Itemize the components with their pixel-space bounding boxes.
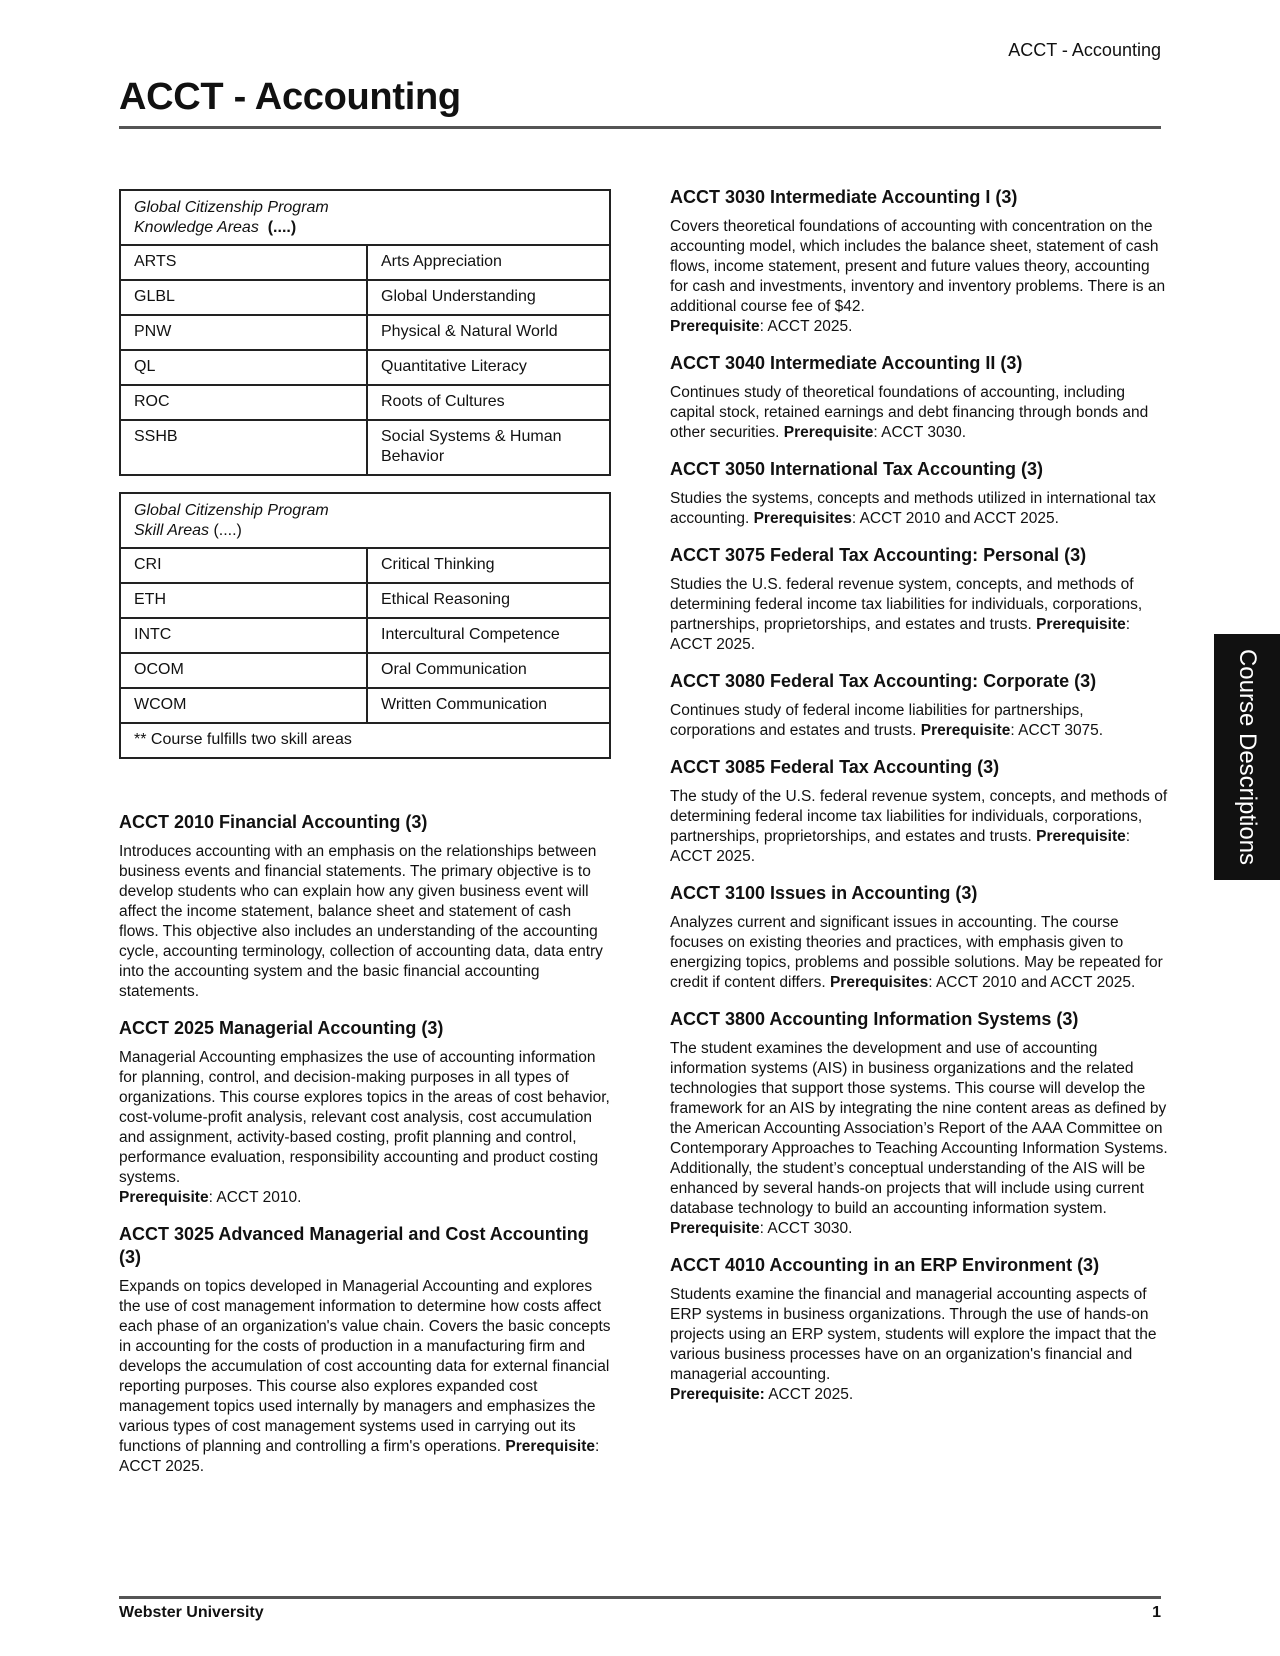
prerequisite-value: : ACCT 3075. (1010, 722, 1104, 739)
course-description (670, 217, 1170, 337)
course-entry (670, 544, 1170, 655)
course-description (119, 1048, 611, 1208)
table-row (120, 385, 610, 420)
skill-areas-note: ** Course fulfills two skill areas (120, 723, 610, 758)
course-title: ACCT 2025 Managerial Accounting (3) (119, 1018, 444, 1038)
knowledge-header-line1: Global Citizenship Program (134, 199, 329, 216)
area-name: Roots of Cultures (367, 385, 610, 420)
course-title: ACCT 3050 International Tax Accounting (3) (670, 459, 1044, 479)
course-description-text: Analyzes current and significant issues in accounting. The course focuses on existing theories and practices, with emphasis given to energizing topics, problems and possible solutions. May be repeated for credit if content differs. (670, 914, 1163, 991)
course-description (670, 383, 1170, 443)
table-row (120, 420, 610, 475)
course-entry (670, 1254, 1170, 1405)
course-description (670, 489, 1170, 529)
course-title: ACCT 4010 Accounting in an ERP Environment (3) (670, 1255, 1100, 1275)
title-divider (119, 126, 1161, 129)
course-title: ACCT 3025 Advanced Managerial and Cost Accounting (3) (119, 1224, 589, 1267)
footer-institution: Webster University (119, 1604, 264, 1621)
course-description (670, 1039, 1170, 1239)
prerequisite-value: : ACCT 2025. (119, 1438, 600, 1475)
prerequisite-label: Prerequisite (505, 1438, 595, 1455)
prerequisite-label: Prerequisite (670, 1220, 760, 1237)
course-entry (119, 811, 611, 1002)
course-entry (670, 1008, 1170, 1239)
area-name: Quantitative Literacy (367, 350, 610, 385)
course-title: ACCT 3100 Issues in Accounting (3) (670, 883, 978, 903)
course-entry (670, 882, 1170, 993)
course-description (670, 787, 1170, 867)
course-entry (119, 1223, 611, 1477)
table-row (120, 315, 610, 350)
prerequisite-value: : ACCT 2025. (670, 828, 1131, 865)
course-description-text: The study of the U.S. federal revenue system, concepts, and methods of determining federal income tax liabilities for individuals, corporations, partnerships, proprietorships, and estates and trusts. (670, 788, 1168, 845)
skill-code: ETH (120, 583, 367, 618)
knowledge-header-paren: (....) (267, 219, 297, 236)
knowledge-areas-table (119, 189, 611, 476)
course-description-text: Introduces accounting with an emphasis on the relationships between business events and financial statements. The primary objective is to develop students who can explain how any given business event will affect the income statement, balance sheet and statement of cash flows. This objective also includes an understanding of the accounting cycle, accounting terminology, collection of accounting data, data entry into the accounting system and the basic financial accounting statements. (119, 843, 603, 1000)
skill-header-paren: (....) (213, 522, 242, 539)
area-code: ROC (120, 385, 367, 420)
side-tab-label: Course Descriptions (1234, 648, 1261, 866)
section-side-tab (1214, 634, 1280, 880)
prerequisite-value: : ACCT 2010. (208, 1189, 302, 1206)
prerequisite-label: Prerequisite (1036, 828, 1126, 845)
course-entry (670, 458, 1170, 529)
skill-name: Critical Thinking (367, 548, 610, 583)
skill-header-line2: Skill Areas (134, 522, 209, 539)
prerequisite-label: Prerequisite (783, 424, 874, 441)
footer-divider (119, 1596, 1161, 1599)
course-entry (670, 352, 1170, 443)
skill-areas-header (120, 493, 610, 548)
knowledge-areas-header (120, 190, 610, 245)
page-title: ACCT - Accounting (119, 76, 461, 118)
area-name: Global Understanding (367, 280, 610, 315)
area-code: QL (120, 350, 367, 385)
table-row (120, 583, 610, 618)
table-row (120, 280, 610, 315)
prerequisite-label: Prerequisite (920, 722, 1011, 739)
course-title: ACCT 3075 Federal Tax Accounting: Personal (3) (670, 545, 1087, 565)
course-description-text: The student examines the development and use of accounting information systems (AIS) in business organizations and the related technologies that support those systems. This course will develop the framework for an AIS by integrating the nine content areas as defined by the American Accounting Association’s Report of the AAA Committee on Contemporary Approaches to Teaching Accounting Information Systems. Additionally, the student’s conceptual understanding of the AIS will be enhanced by several hands-on projects that will include using current database technology to build an accounting information system. (670, 1040, 1168, 1217)
running-head: ACCT - Accounting (1008, 40, 1161, 60)
course-entry (670, 670, 1170, 741)
prerequisite-value: : ACCT 2010 and ACCT 2025. (928, 974, 1136, 991)
table-row (120, 653, 610, 688)
area-code: GLBL (120, 280, 367, 315)
right-column (670, 186, 1170, 1420)
area-name: Social Systems & Human Behavior (367, 420, 610, 475)
knowledge-header-line2: Knowledge Areas (134, 219, 259, 236)
prerequisite-value: ACCT 2025. (764, 1386, 854, 1403)
area-name: Physical & Natural World (367, 315, 610, 350)
course-description-text: Studies the U.S. federal revenue system, concepts, and methods of determining federal income tax liabilities for individuals, corporations, partnerships, proprietorships, and estates and trusts. (670, 576, 1143, 633)
course-description-text: Students examine the financial and managerial accounting aspects of ERP systems in business organizations. Through the use of hands-on projects using an ERP system, students will explore the impact that the various business processes have on an organization's financial and managerial accounting. (670, 1286, 1157, 1383)
course-description-text: Expands on topics developed in Managerial Accounting and explores the use of cost management information to determine how costs affect each phase of an organization's value chain. Covers the basic concepts in accounting for the costs of production in a manufacturing firm and develops the accumulation of cost accounting data for external financial reporting purposes. This course also explores expanded cost management topics used internally by managers and emphasizes the various types of cost management systems used in carrying out its functions of planning and controlling a firm's operations. (119, 1278, 611, 1455)
course-entry (119, 1017, 611, 1208)
course-entry (670, 186, 1170, 337)
table-row (120, 688, 610, 723)
prerequisite-value: : ACCT 2010 and ACCT 2025. (851, 510, 1059, 527)
table-row (120, 618, 610, 653)
course-title: ACCT 3800 Accounting Information Systems (3) (670, 1009, 1079, 1029)
course-entry (670, 756, 1170, 867)
course-title: ACCT 3080 Federal Tax Accounting: Corporate (3) (670, 671, 1097, 691)
area-code: ARTS (120, 245, 367, 280)
prerequisite-label: Prerequisite (670, 318, 760, 335)
prerequisite-label: Prerequisite (1036, 616, 1126, 633)
prerequisite-label: Prerequisite: (670, 1386, 765, 1403)
prerequisite-label: Prerequisites (753, 510, 852, 527)
area-code: PNW (120, 315, 367, 350)
course-description-text: Covers theoretical foundations of accounting with concentration on the accounting model, which includes the balance sheet, statement of cash flows, income statement, present and future values theory, accounting for cash and investments, inventory and inventory problems. There is an additional course fee of $42. (670, 218, 1166, 315)
course-description (119, 842, 611, 1002)
course-title: ACCT 2010 Financial Accounting (3) (119, 812, 428, 832)
skill-name: Ethical Reasoning (367, 583, 610, 618)
course-title: ACCT 3040 Intermediate Accounting II (3) (670, 353, 1023, 373)
course-title: ACCT 3085 Federal Tax Accounting (3) (670, 757, 1000, 777)
course-description-text: Managerial Accounting emphasizes the use of accounting information for planning, control, and decision-making purposes in all types of organizations. This course explores topics in the areas of cost behavior, cost-volume-profit analysis, relevant cost analysis, cost accumulation and assignment, activity-based costing, profit planning and control, performance evaluation, responsibility accounting and product costing systems. (119, 1049, 610, 1186)
table-row (120, 245, 610, 280)
skill-code: INTC (120, 618, 367, 653)
skill-name: Intercultural Competence (367, 618, 610, 653)
course-description (670, 701, 1170, 741)
table-row (120, 548, 610, 583)
course-description (670, 575, 1170, 655)
course-description-text: Continues study of theoretical foundations of accounting, including capital stock, retained earnings and debt financing through bonds and other securities. (670, 384, 1149, 441)
course-description (670, 913, 1170, 993)
skill-code: OCOM (120, 653, 367, 688)
skill-code: CRI (120, 548, 367, 583)
skill-code: WCOM (120, 688, 367, 723)
prerequisite-value: : ACCT 2025. (759, 318, 853, 335)
left-column (119, 189, 611, 1492)
skill-name: Written Communication (367, 688, 610, 723)
skill-areas-table (119, 492, 611, 759)
area-code: SSHB (120, 420, 367, 475)
course-title: ACCT 3030 Intermediate Accounting I (3) (670, 187, 1018, 207)
prerequisite-value: : ACCT 2025. (670, 616, 1131, 653)
course-list-left (119, 811, 611, 1477)
course-description (670, 1285, 1170, 1405)
area-name: Arts Appreciation (367, 245, 610, 280)
skill-name: Oral Communication (367, 653, 610, 688)
page-number: 1 (1152, 1604, 1161, 1621)
table-row (120, 350, 610, 385)
course-description-text: Studies the systems, concepts and methods utilized in international tax accounting. (670, 490, 1156, 527)
course-description (119, 1277, 611, 1477)
course-description-text: Continues study of federal income liabilities for partnerships, corporations and estates and trusts. (670, 702, 1084, 739)
skill-header-line1: Global Citizenship Program (134, 502, 329, 519)
prerequisite-value: : ACCT 3030. (759, 1220, 853, 1237)
prerequisite-label: Prerequisite (119, 1189, 209, 1206)
prerequisite-label: Prerequisites (829, 974, 929, 991)
prerequisite-value: : ACCT 3030. (873, 424, 967, 441)
